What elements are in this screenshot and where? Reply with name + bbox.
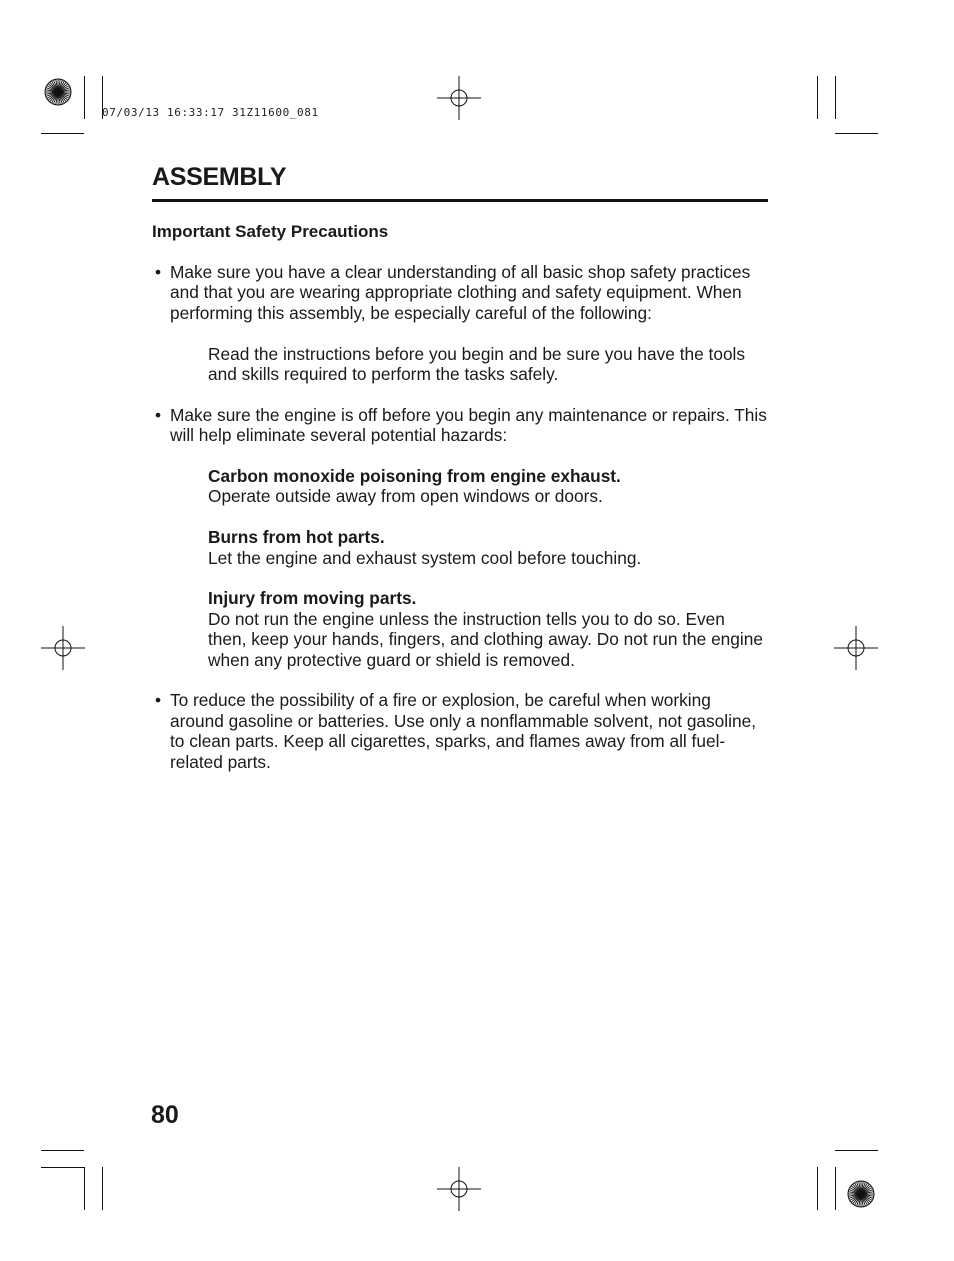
hazard-title: Carbon monoxide poisoning from engine exhaust. [208, 466, 621, 487]
bullet-icon: • [155, 404, 162, 425]
hazard-item [208, 588, 768, 670]
bullet-icon: • [155, 262, 162, 282]
registration-crosshair-icon [437, 1167, 481, 1211]
list-item [152, 690, 768, 772]
crop-line [817, 76, 818, 119]
hazard-text: Operate outside away from open windows or doors. [208, 486, 603, 507]
bullet-icon: • [155, 690, 162, 711]
crop-line [835, 1150, 878, 1151]
bullet-text: Make sure the engine is off before you begin any maintenance or repairs. This will help eliminate several potential hazards: [170, 404, 767, 446]
section-title: ASSEMBLY [152, 163, 287, 191]
hazard-title: Burns from hot parts. [208, 527, 385, 548]
indented-note: Read the instructions before you begin and be sure you have the tools and skills required to perform the tasks safely. [208, 343, 746, 385]
crop-line [835, 76, 836, 119]
crop-line [84, 1167, 85, 1210]
title-divider [152, 199, 768, 202]
crop-line [41, 1150, 84, 1151]
registration-crosshair-icon [834, 626, 878, 670]
print-timestamp: 07/03/13 16:33:17 31Z11600_081 [102, 106, 319, 119]
starburst-target-icon [847, 1180, 875, 1208]
crop-line [835, 1167, 836, 1210]
subheading: Important Safety Precautions [152, 222, 389, 241]
registration-crosshair-icon [41, 626, 85, 670]
list-item [152, 405, 768, 670]
crop-line [84, 76, 85, 119]
crop-line [41, 1167, 84, 1168]
page-number: 80 [151, 1101, 179, 1129]
hazard-text: Let the engine and exhaust system cool before touching. [208, 547, 642, 568]
bullet-text: Make sure you have a clear understanding of all basic shop safety practices and that you are wearing appropriate clothing and safety equipment. When performing this assembly, be especially careful of the following: [170, 262, 751, 323]
crop-line [817, 1167, 818, 1210]
crop-line [41, 133, 84, 134]
hazard-item [208, 527, 768, 568]
hazard-text: Do not run the engine unless the instruction tells you to do so. Even then, keep your hands, fingers, and clothing away. Do not run the engine when any protective guard or shield is removed. [208, 608, 763, 670]
crop-line [102, 1167, 103, 1210]
bullet-text: To reduce the possibility of a fire or explosion, be careful when working around gasoline or batteries. Use only a nonflammable solvent, not gasoline, to clean parts. Keep all cigarettes, sparks, and flames away from all fuel-related parts. [170, 690, 756, 772]
list-item [152, 262, 768, 384]
registration-crosshair-icon [437, 76, 481, 120]
starburst-target-icon [44, 78, 72, 106]
hazard-title: Injury from moving parts. [208, 588, 417, 609]
precautions-list [152, 262, 768, 792]
hazard-item [208, 466, 768, 507]
crop-line [835, 133, 878, 134]
